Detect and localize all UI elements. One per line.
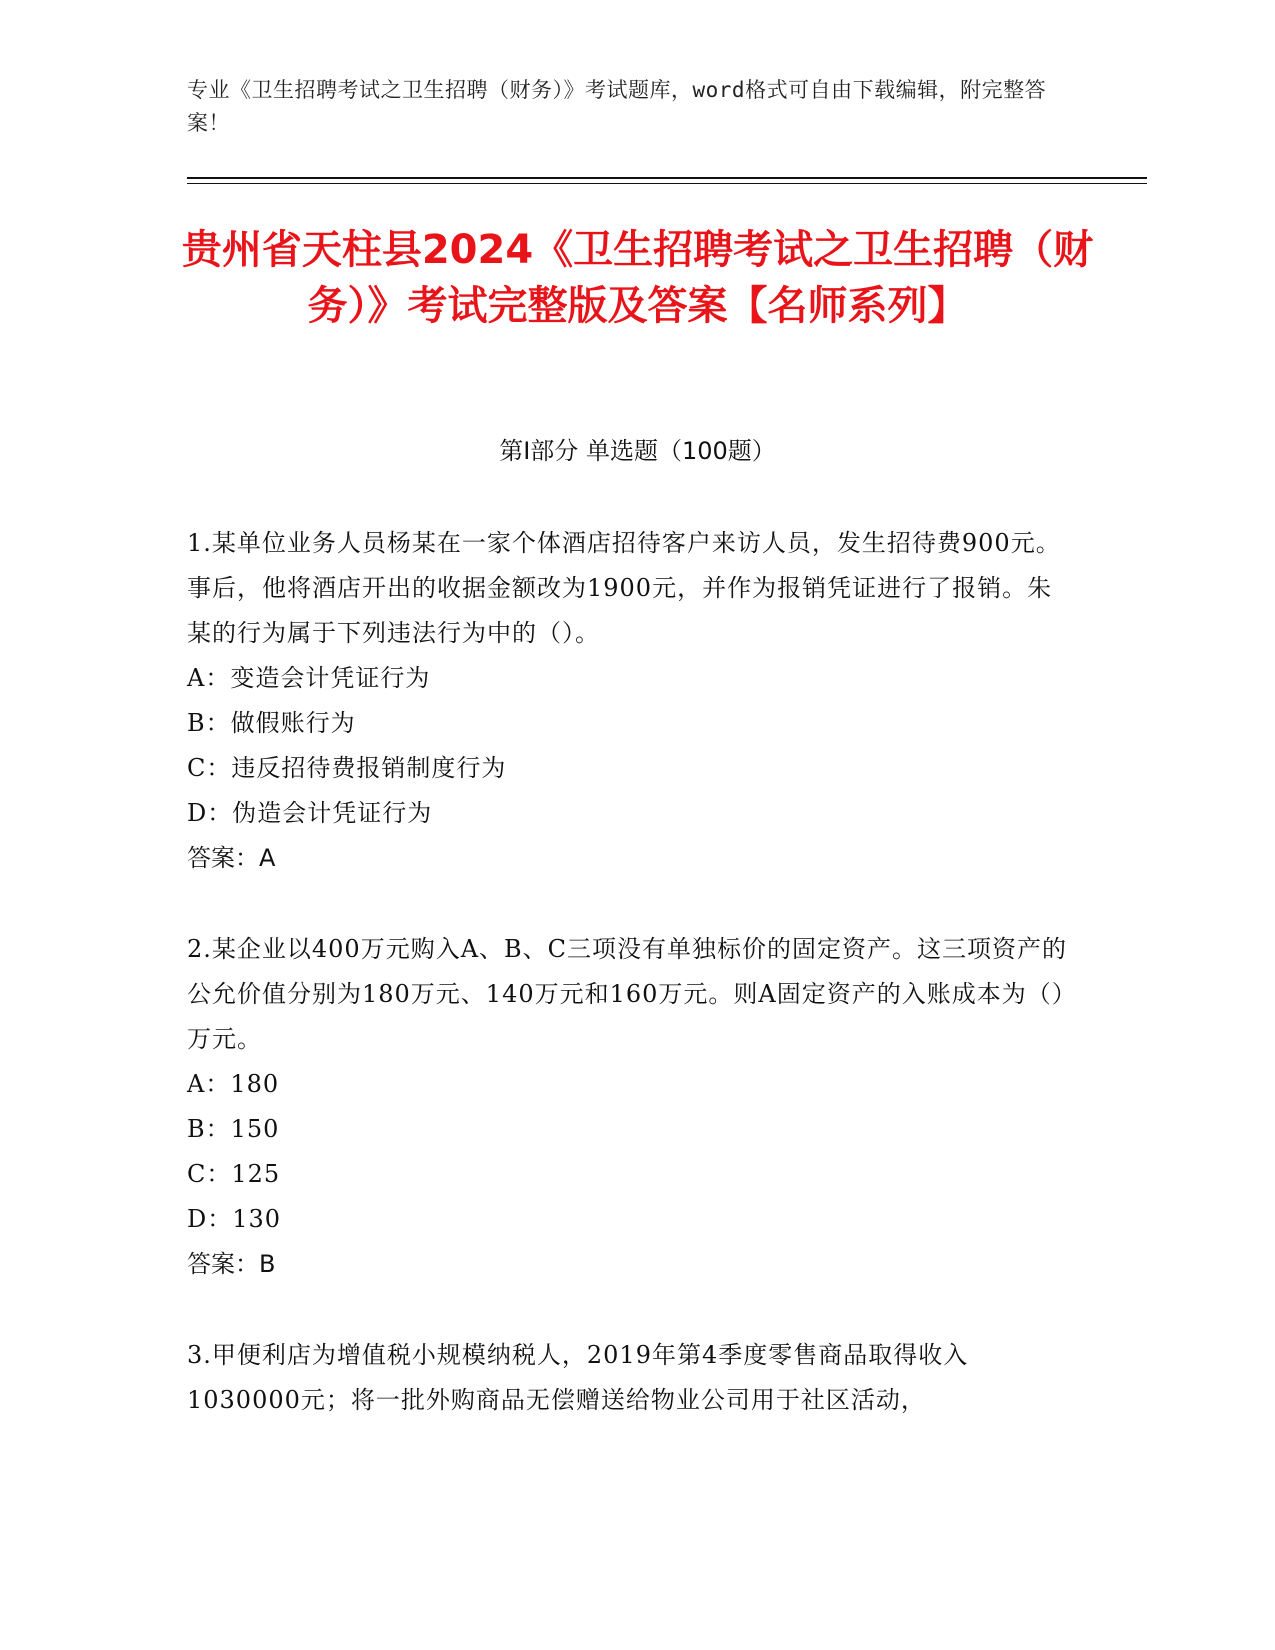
option-d: D：130: [187, 1205, 282, 1233]
section-heading: 第Ⅰ部分 单选题（100题）: [499, 437, 776, 465]
option-c: C：违反招待费报销制度行为: [187, 754, 507, 782]
header-divider-thick: [187, 177, 1147, 179]
option-d: D：伪造会计凭证行为: [187, 799, 433, 827]
document-title: 贵州省天柱县2024《卫生招聘考试之卫生招聘（财务）》考试完整版及答案【名师系列】: [181, 227, 1094, 329]
option-c: C：125: [187, 1160, 281, 1188]
option-b: B：做假账行为: [187, 709, 356, 737]
answer: 答案：A: [187, 844, 276, 872]
option-b: B：150: [187, 1115, 280, 1143]
question-stem: 1.某单位业务人员杨某在一家个体酒店招待客户来访人员，发生招待费900元。事后，他将酒店开出的收据金额改为1900元，并作为报销凭证进行了报销。朱某的行为属于下列违法行为中的（）。: [187, 529, 1061, 647]
option-a: A：变造会计凭证行为: [187, 664, 431, 692]
question-3: [187, 1333, 1072, 1423]
question-2: [187, 927, 1072, 1287]
question-stem: 3.甲便利店为增值税小规模纳税人，2019年第4季度零售商品取得收入1030000元；将一批外购商品无偿赠送给物业公司用于社区活动，: [187, 1341, 969, 1414]
option-a: A：180: [187, 1070, 280, 1098]
answer: 答案：B: [187, 1250, 276, 1278]
question-stem: 2.某企业以400万元购入A、B、C三项没有单独标价的固定资产。这三项资产的公允价值分别为180万元、140万元和160万元。则A固定资产的入账成本为（）万元。: [187, 935, 1068, 1053]
question-1: [187, 521, 1072, 881]
header-divider-thin: [187, 183, 1147, 184]
header-note: 专业《卫生招聘考试之卫生招聘（财务）》考试题库，word格式可自由下载编辑，附完整答案！: [187, 78, 1047, 135]
